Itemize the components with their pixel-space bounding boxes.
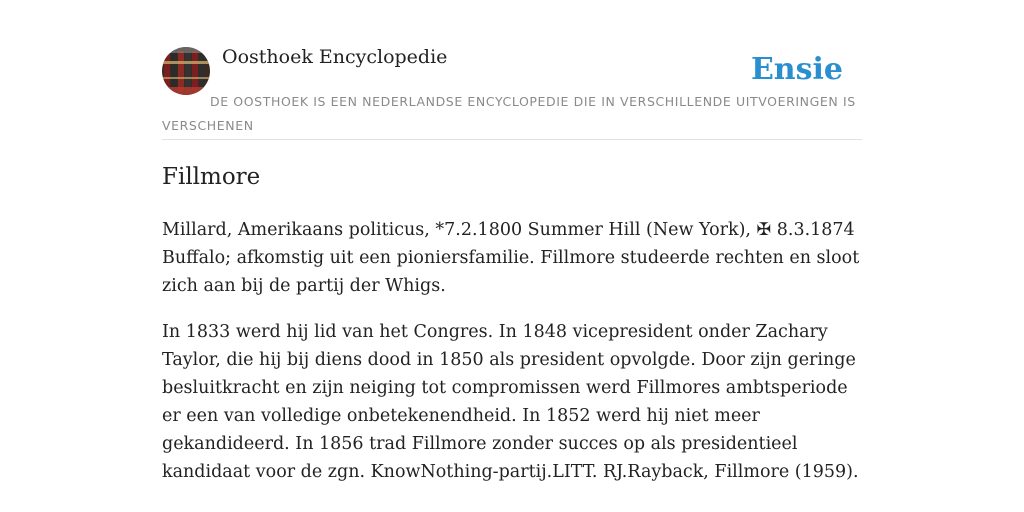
article-paragraph-2: In 1833 werd hij lid van het Congres. In 1848 vicepresident onder Zachary Taylor, die hij bij diens dood in 1850 als president opvolgde. Door zijn geringe besluitkracht en zijn neiging tot compromissen werd Fillmores ambtsperiode er een van volledige onbetekenendheid. In 1852 werd hij niet meer gekandideerd. In 1856 trad Fillmore zonder succes op als presidentieel kandidaat voor de zgn. KnowNothing-partij.LITT. RJ.Rayback, Fillmore (1959). <box>162 322 859 482</box>
encyclopedia-books-avatar[interactable] <box>162 47 210 95</box>
site-tagline: DE OOSTHOEK IS EEN NEDERLANDSE ENCYCLOPEDIE DIE IN VERSCHILLENDE UITVOERINGEN IS VERSCHENEN <box>162 94 856 133</box>
article-title: Fillmore <box>162 164 261 190</box>
article-paragraph-1: Millard, Amerikaans politicus, *7.2.1800 Summer Hill (New York), ✠ 8.3.1874 Buffalo; afkomstig uit een pioniersfamilie. Fillmore studeerde rechten en sloot zich aan bij de partij der Whigs. <box>162 220 860 296</box>
article-body <box>162 216 864 504</box>
books-image <box>162 47 210 95</box>
header-divider <box>162 139 862 140</box>
site-title[interactable]: Oosthoek Encyclopedie <box>222 46 448 68</box>
ensie-logo[interactable]: Ensie <box>750 52 843 87</box>
